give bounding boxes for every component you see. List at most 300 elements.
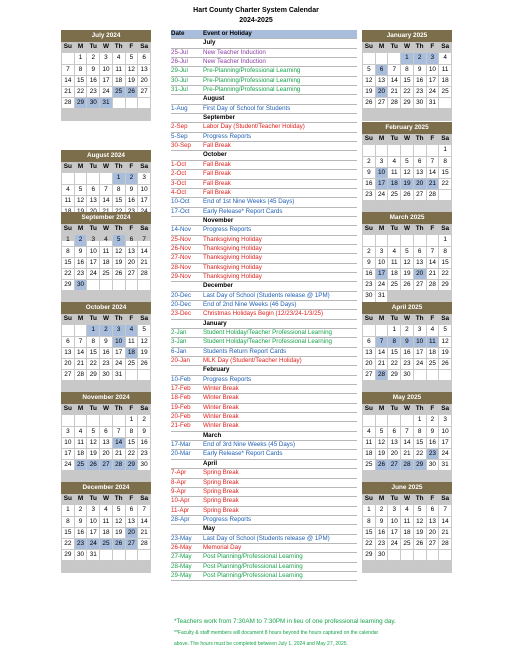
day-cell: 22 bbox=[413, 448, 426, 459]
day-cell: 13 bbox=[138, 64, 151, 75]
day-cell: 7 bbox=[74, 336, 87, 347]
event-row bbox=[171, 58, 357, 67]
event-text: November bbox=[201, 216, 357, 225]
day-cell: 18 bbox=[74, 448, 87, 459]
day-cell: 2 bbox=[87, 53, 100, 64]
event-row bbox=[171, 441, 357, 450]
day-header: W bbox=[401, 494, 414, 505]
day-cell: 14 bbox=[138, 516, 151, 527]
day-cell: 31 bbox=[426, 98, 439, 109]
day-cell bbox=[125, 109, 138, 120]
event-row bbox=[171, 543, 357, 552]
day-cell: 2 bbox=[74, 235, 87, 246]
day-cell: 24 bbox=[375, 280, 388, 291]
day-cell: 31 bbox=[439, 460, 452, 471]
event-text: March bbox=[201, 431, 357, 440]
event-date: 29-Nov bbox=[171, 272, 201, 281]
event-row bbox=[171, 132, 357, 141]
day-cell: 17 bbox=[439, 437, 452, 448]
day-cell bbox=[375, 561, 388, 572]
event-row bbox=[171, 272, 357, 281]
day-cell bbox=[62, 561, 75, 572]
day-cell: 3 bbox=[375, 156, 388, 167]
month-heading-row bbox=[171, 39, 357, 48]
day-header: Su bbox=[363, 494, 376, 505]
day-cell: 5 bbox=[74, 184, 87, 195]
day-cell: 23 bbox=[100, 358, 113, 369]
day-cell: 7 bbox=[439, 505, 452, 516]
event-row bbox=[171, 263, 357, 272]
day-cell bbox=[388, 145, 401, 156]
event-date: 10-Feb bbox=[171, 375, 201, 384]
day-cell: 9 bbox=[100, 336, 113, 347]
event-text: Thanksgiving Holiday bbox=[201, 272, 357, 281]
day-cell: 5 bbox=[401, 156, 414, 167]
day-cell bbox=[413, 291, 426, 302]
day-cell bbox=[413, 370, 426, 381]
event-date: 20-Mar bbox=[171, 450, 201, 459]
day-header: W bbox=[401, 42, 414, 53]
day-cell: 19 bbox=[138, 347, 151, 358]
day-header: W bbox=[100, 494, 113, 505]
day-cell: 12 bbox=[439, 336, 452, 347]
day-cell: 2 bbox=[426, 415, 439, 426]
day-cell: 20 bbox=[413, 268, 426, 279]
day-header: W bbox=[100, 162, 113, 173]
event-row bbox=[171, 207, 357, 216]
event-row bbox=[171, 403, 357, 412]
day-cell bbox=[439, 190, 452, 201]
event-row bbox=[171, 497, 357, 506]
day-cell: 2 bbox=[363, 156, 376, 167]
day-cell bbox=[87, 381, 100, 392]
day-cell: 1 bbox=[125, 415, 138, 426]
day-cell bbox=[125, 291, 138, 302]
day-cell: 23 bbox=[363, 190, 376, 201]
day-cell: 27 bbox=[125, 268, 138, 279]
event-row bbox=[171, 562, 357, 571]
day-cell bbox=[401, 201, 414, 212]
footnote-faculty-hours: **Faculty & staff members will document 8 hours beyond the hours captured on the calendar bbox=[174, 630, 379, 636]
day-cell: 7 bbox=[401, 426, 414, 437]
day-header: F bbox=[426, 404, 439, 415]
event-row bbox=[171, 357, 357, 366]
month-calendar-left-0 bbox=[61, 30, 151, 121]
day-header: Th bbox=[413, 134, 426, 145]
day-cell bbox=[426, 291, 439, 302]
event-row bbox=[171, 310, 357, 319]
day-cell: 13 bbox=[426, 516, 439, 527]
day-cell: 21 bbox=[401, 448, 414, 459]
day-header: M bbox=[74, 42, 87, 53]
day-cell: 4 bbox=[100, 505, 113, 516]
month-title: May 2025 bbox=[363, 393, 452, 404]
event-text: Post Planning/Professional Learning bbox=[201, 562, 357, 571]
event-text: Post Planning/Professional Learning bbox=[201, 553, 357, 562]
event-text: January bbox=[201, 319, 357, 328]
day-cell: 1 bbox=[439, 145, 452, 156]
day-cell: 20 bbox=[388, 448, 401, 459]
day-cell: 15 bbox=[87, 347, 100, 358]
day-cell: 14 bbox=[439, 516, 452, 527]
day-cell: 7 bbox=[426, 156, 439, 167]
event-date: 29-May bbox=[171, 571, 201, 580]
day-cell bbox=[439, 381, 452, 392]
event-date: 30-Sep bbox=[171, 142, 201, 151]
day-header: F bbox=[426, 42, 439, 53]
event-row bbox=[171, 300, 357, 309]
month-calendar-right-1 bbox=[362, 122, 452, 213]
event-row bbox=[171, 534, 357, 543]
day-cell: 16 bbox=[138, 437, 151, 448]
day-header: Tu bbox=[388, 134, 401, 145]
day-cell: 20 bbox=[138, 75, 151, 86]
event-text: Spring Break bbox=[201, 478, 357, 487]
day-cell: 5 bbox=[87, 426, 100, 437]
event-date bbox=[171, 431, 201, 440]
day-cell: 15 bbox=[413, 437, 426, 448]
day-cell: 13 bbox=[87, 195, 100, 206]
event-row bbox=[171, 375, 357, 384]
day-cell bbox=[388, 53, 401, 64]
day-cell: 9 bbox=[363, 167, 376, 178]
day-cell bbox=[112, 561, 125, 572]
day-cell bbox=[388, 550, 401, 561]
day-cell: 4 bbox=[100, 235, 113, 246]
event-date bbox=[171, 95, 201, 104]
day-header: M bbox=[375, 224, 388, 235]
event-text: Pre-Planning/Professional Learning bbox=[201, 86, 357, 95]
day-cell: 15 bbox=[62, 257, 75, 268]
day-header: F bbox=[426, 134, 439, 145]
day-cell bbox=[426, 145, 439, 156]
day-cell: 21 bbox=[439, 527, 452, 538]
day-cell bbox=[363, 53, 376, 64]
day-cell: 11 bbox=[426, 336, 439, 347]
day-cell: 10 bbox=[375, 167, 388, 178]
event-row bbox=[171, 571, 357, 580]
day-header: Th bbox=[413, 404, 426, 415]
day-cell: 9 bbox=[125, 184, 138, 195]
events-table bbox=[171, 30, 357, 581]
day-cell: 25 bbox=[363, 460, 376, 471]
day-cell: 9 bbox=[426, 426, 439, 437]
day-cell: 27 bbox=[413, 280, 426, 291]
day-cell: 6 bbox=[363, 336, 376, 347]
day-header: M bbox=[375, 134, 388, 145]
event-date: 2-Sep bbox=[171, 123, 201, 132]
day-header: Sa bbox=[439, 314, 452, 325]
month-heading-row bbox=[171, 282, 357, 291]
day-cell bbox=[401, 291, 414, 302]
day-cell: 29 bbox=[62, 550, 75, 561]
day-cell bbox=[125, 561, 138, 572]
day-cell: 14 bbox=[62, 75, 75, 86]
event-text: Student Holiday/Teacher Professional Learning bbox=[201, 338, 357, 347]
day-cell: 7 bbox=[138, 235, 151, 246]
day-cell bbox=[87, 471, 100, 482]
day-header: Su bbox=[363, 224, 376, 235]
day-cell: 17 bbox=[413, 347, 426, 358]
day-header: F bbox=[125, 42, 138, 53]
day-header: W bbox=[401, 404, 414, 415]
day-cell: 7 bbox=[426, 246, 439, 257]
day-cell: 24 bbox=[375, 190, 388, 201]
day-cell: 14 bbox=[388, 75, 401, 86]
day-header: W bbox=[100, 314, 113, 325]
event-date: 14-Nov bbox=[171, 226, 201, 235]
event-date: 26-Jul bbox=[171, 58, 201, 67]
day-cell: 20 bbox=[125, 257, 138, 268]
day-cell: 5 bbox=[363, 64, 376, 75]
event-row bbox=[171, 338, 357, 347]
event-date: 30-Jul bbox=[171, 76, 201, 85]
event-text: Pre-Planning/Professional Learning bbox=[201, 76, 357, 85]
day-cell: 27 bbox=[138, 86, 151, 97]
event-row bbox=[171, 160, 357, 169]
event-row bbox=[171, 142, 357, 151]
day-cell: 17 bbox=[375, 178, 388, 189]
day-cell bbox=[125, 381, 138, 392]
day-cell: 20 bbox=[413, 178, 426, 189]
month-calendar-left-4 bbox=[61, 392, 151, 483]
day-cell: 29 bbox=[439, 280, 452, 291]
day-cell bbox=[87, 561, 100, 572]
day-cell bbox=[363, 561, 376, 572]
day-cell bbox=[375, 235, 388, 246]
day-cell bbox=[74, 415, 87, 426]
event-date: 27-Nov bbox=[171, 254, 201, 263]
event-row bbox=[171, 170, 357, 179]
day-cell: 21 bbox=[388, 86, 401, 97]
day-cell: 10 bbox=[112, 336, 125, 347]
day-cell bbox=[401, 235, 414, 246]
day-cell: 31 bbox=[100, 98, 113, 109]
day-cell: 6 bbox=[426, 505, 439, 516]
month-title: June 2025 bbox=[363, 483, 452, 494]
day-cell: 2 bbox=[125, 173, 138, 184]
day-cell: 13 bbox=[413, 167, 426, 178]
day-cell: 24 bbox=[413, 358, 426, 369]
event-row bbox=[171, 291, 357, 300]
day-cell: 27 bbox=[388, 460, 401, 471]
day-header: Su bbox=[62, 162, 75, 173]
event-text: Thanksgiving Holiday bbox=[201, 254, 357, 263]
day-cell: 23 bbox=[138, 448, 151, 459]
event-text: Spring Break bbox=[201, 469, 357, 478]
day-cell: 22 bbox=[388, 358, 401, 369]
day-cell: 18 bbox=[439, 75, 452, 86]
event-row bbox=[171, 235, 357, 244]
day-cell: 27 bbox=[413, 190, 426, 201]
day-header: F bbox=[426, 224, 439, 235]
day-cell: 9 bbox=[375, 516, 388, 527]
day-cell: 19 bbox=[112, 527, 125, 538]
day-cell: 19 bbox=[87, 448, 100, 459]
event-date bbox=[171, 39, 201, 48]
day-cell: 19 bbox=[439, 347, 452, 358]
event-date: 9-Apr bbox=[171, 487, 201, 496]
day-cell: 24 bbox=[62, 460, 75, 471]
day-cell: 17 bbox=[138, 195, 151, 206]
day-header: Th bbox=[112, 42, 125, 53]
day-cell bbox=[363, 109, 376, 120]
day-header: Sa bbox=[138, 314, 151, 325]
day-cell bbox=[62, 53, 75, 64]
day-cell: 6 bbox=[413, 246, 426, 257]
day-header: Th bbox=[112, 404, 125, 415]
day-cell: 4 bbox=[363, 426, 376, 437]
event-row bbox=[171, 244, 357, 253]
day-cell: 28 bbox=[439, 538, 452, 549]
event-date bbox=[171, 459, 201, 468]
day-cell bbox=[100, 381, 113, 392]
day-cell: 24 bbox=[112, 358, 125, 369]
event-date bbox=[171, 216, 201, 225]
day-header: Tu bbox=[388, 404, 401, 415]
event-date: 21-Feb bbox=[171, 422, 201, 431]
day-cell: 17 bbox=[388, 527, 401, 538]
day-cell bbox=[439, 561, 452, 572]
day-cell: 17 bbox=[87, 527, 100, 538]
event-row bbox=[171, 450, 357, 459]
day-cell: 18 bbox=[100, 257, 113, 268]
event-date: 17-Feb bbox=[171, 385, 201, 394]
day-cell: 25 bbox=[388, 190, 401, 201]
event-date: 29-Jul bbox=[171, 67, 201, 76]
month-calendar-left-5 bbox=[61, 482, 151, 573]
day-cell: 10 bbox=[388, 516, 401, 527]
event-text: Winter Break bbox=[201, 413, 357, 422]
day-cell bbox=[62, 109, 75, 120]
day-cell bbox=[439, 370, 452, 381]
day-cell bbox=[401, 471, 414, 482]
day-header: Th bbox=[413, 224, 426, 235]
day-cell: 26 bbox=[138, 358, 151, 369]
day-cell: 4 bbox=[426, 325, 439, 336]
day-cell: 4 bbox=[125, 325, 138, 336]
day-cell: 23 bbox=[363, 280, 376, 291]
month-calendar-right-5 bbox=[362, 482, 452, 573]
day-cell bbox=[138, 280, 151, 291]
day-header: W bbox=[100, 404, 113, 415]
day-cell bbox=[413, 145, 426, 156]
day-header: Sa bbox=[138, 224, 151, 235]
day-cell: 18 bbox=[401, 527, 414, 538]
day-cell: 20 bbox=[426, 527, 439, 538]
event-text: Fall Break bbox=[201, 179, 357, 188]
day-cell: 16 bbox=[363, 178, 376, 189]
day-cell bbox=[112, 280, 125, 291]
day-cell: 15 bbox=[62, 527, 75, 538]
day-cell: 5 bbox=[439, 325, 452, 336]
day-cell: 5 bbox=[375, 426, 388, 437]
day-cell: 5 bbox=[112, 505, 125, 516]
day-cell: 6 bbox=[87, 184, 100, 195]
day-cell: 9 bbox=[401, 336, 414, 347]
day-cell: 22 bbox=[62, 538, 75, 549]
day-cell bbox=[87, 291, 100, 302]
day-header: W bbox=[401, 314, 414, 325]
day-cell bbox=[375, 201, 388, 212]
day-cell: 2 bbox=[138, 415, 151, 426]
day-cell: 26 bbox=[125, 86, 138, 97]
event-row bbox=[171, 478, 357, 487]
day-cell bbox=[100, 561, 113, 572]
event-text: April bbox=[201, 459, 357, 468]
event-text: Thanksgiving Holiday bbox=[201, 244, 357, 253]
day-cell: 23 bbox=[413, 86, 426, 97]
day-cell bbox=[426, 370, 439, 381]
day-cell: 20 bbox=[363, 358, 376, 369]
event-text: May bbox=[201, 525, 357, 534]
day-cell: 4 bbox=[112, 53, 125, 64]
day-cell bbox=[62, 291, 75, 302]
event-row bbox=[171, 86, 357, 95]
event-row bbox=[171, 76, 357, 85]
day-cell: 21 bbox=[112, 448, 125, 459]
day-cell: 22 bbox=[439, 268, 452, 279]
event-date: 23-May bbox=[171, 534, 201, 543]
day-header: Tu bbox=[87, 494, 100, 505]
day-cell: 18 bbox=[100, 527, 113, 538]
day-cell: 16 bbox=[375, 527, 388, 538]
footnote-hours-deadline: above. The hours must be completed between July 1, 2024 and May 27, 2025. bbox=[174, 641, 348, 647]
day-header: Sa bbox=[439, 494, 452, 505]
day-cell: 25 bbox=[74, 460, 87, 471]
month-title: March 2025 bbox=[363, 213, 452, 224]
month-heading-row bbox=[171, 459, 357, 468]
day-cell bbox=[363, 471, 376, 482]
day-header: Tu bbox=[87, 42, 100, 53]
event-text: December bbox=[201, 282, 357, 291]
day-header: M bbox=[74, 162, 87, 173]
day-cell bbox=[426, 201, 439, 212]
month-calendar-right-4 bbox=[362, 392, 452, 483]
day-cell bbox=[138, 550, 151, 561]
month-calendar-left-2 bbox=[61, 212, 151, 303]
event-date: 7-Apr bbox=[171, 469, 201, 478]
day-cell: 14 bbox=[138, 246, 151, 257]
day-header: Su bbox=[62, 42, 75, 53]
event-text: Last Day of School (Students release @ 1PM) bbox=[201, 534, 357, 543]
event-date: 20-Dec bbox=[171, 291, 201, 300]
day-cell: 17 bbox=[112, 347, 125, 358]
event-text: End of 1st Nine Weeks (45 Days) bbox=[201, 198, 357, 207]
day-header: Th bbox=[413, 494, 426, 505]
day-cell: 10 bbox=[87, 246, 100, 257]
event-text: Progress Reports bbox=[201, 226, 357, 235]
day-header: W bbox=[401, 134, 414, 145]
event-row bbox=[171, 179, 357, 188]
day-cell: 6 bbox=[138, 53, 151, 64]
day-cell: 8 bbox=[401, 64, 414, 75]
day-cell: 23 bbox=[74, 538, 87, 549]
day-cell: 22 bbox=[363, 538, 376, 549]
day-cell bbox=[426, 109, 439, 120]
event-text: Progress Reports bbox=[201, 132, 357, 141]
event-date: 28-May bbox=[171, 562, 201, 571]
day-cell bbox=[125, 98, 138, 109]
day-header: Sa bbox=[439, 404, 452, 415]
day-cell bbox=[375, 145, 388, 156]
day-header: Tu bbox=[388, 224, 401, 235]
day-cell: 27 bbox=[426, 538, 439, 549]
day-cell: 11 bbox=[112, 64, 125, 75]
day-header: Th bbox=[112, 314, 125, 325]
day-cell: 9 bbox=[413, 64, 426, 75]
day-cell: 6 bbox=[125, 235, 138, 246]
